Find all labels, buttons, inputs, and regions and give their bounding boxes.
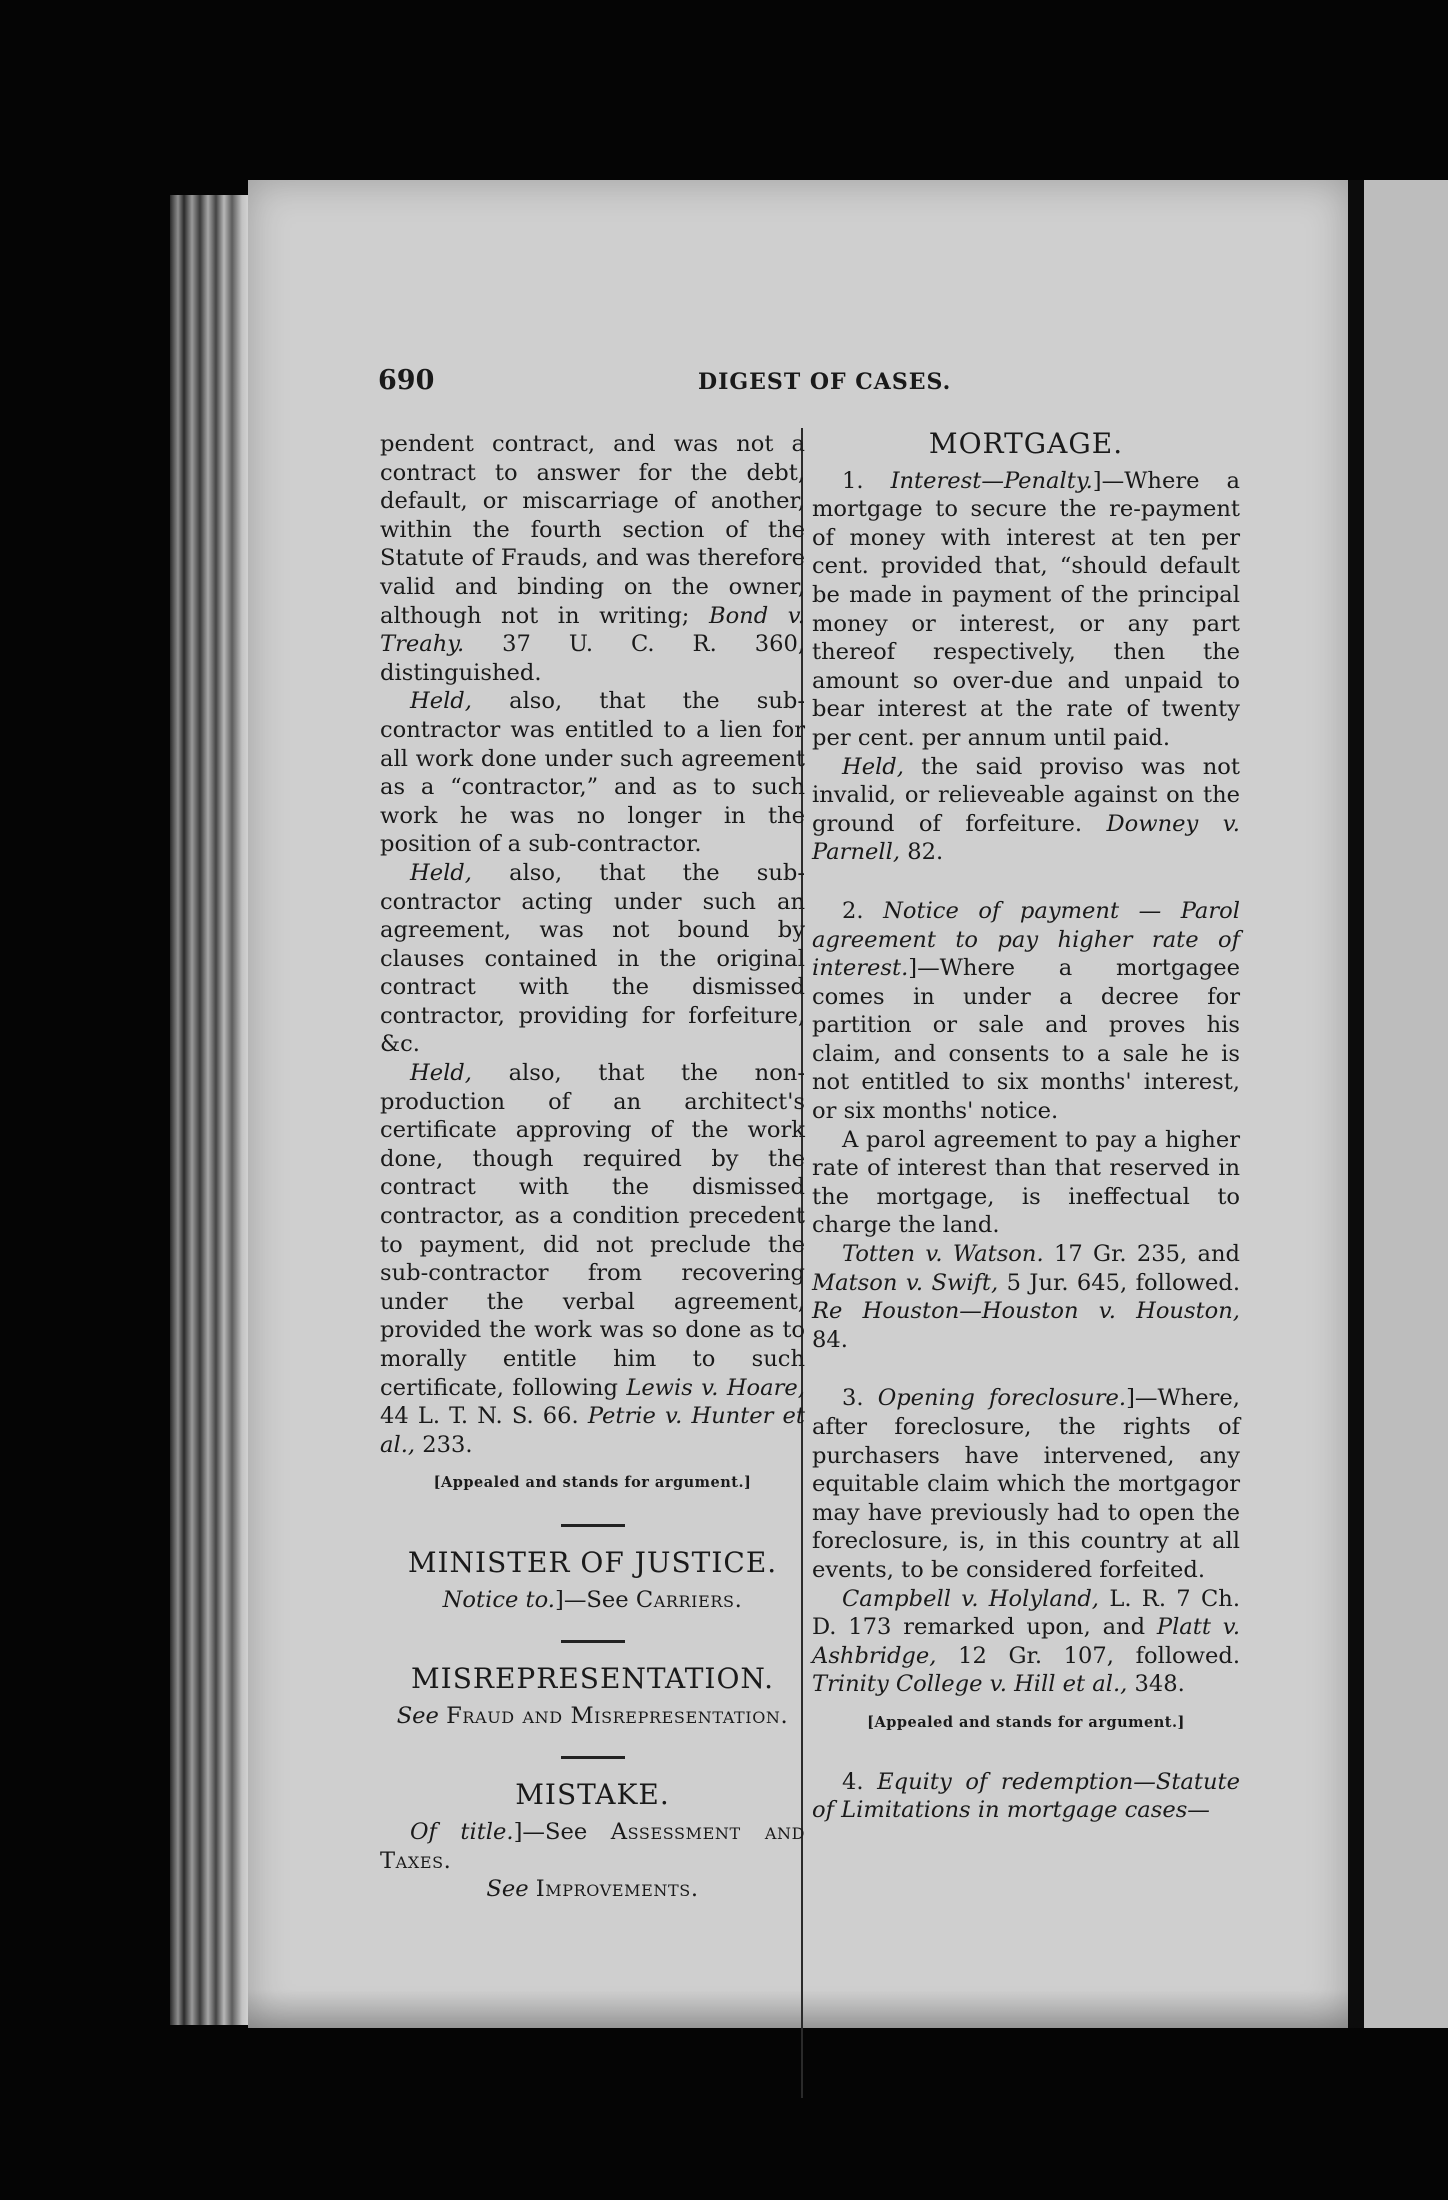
appeal-note: [Appealed and stands for argument.] [433, 1474, 752, 1492]
digest-entry-2 [812, 897, 1240, 1126]
digest-entry-3 [812, 1384, 1240, 1584]
left-column [380, 430, 805, 1904]
paragraph-text: pendent contract, and was not a contract to answer for the debt, default, or miscarriage of another, within the fourth section of the Statute of Frauds, and was therefore valid and binding on the owner, although not in writing; [380, 431, 805, 629]
paragraph-text: also, that the non-production of an architect's certificate approving of the work done, though required by the contract with the dismissed contractor, as a condition precedent to payment, did not preclude the sub-contractor from recovering under the verbal agreement, provided the work was so done as to morally entitle him to such certificate, following [380, 1060, 805, 1401]
reference-topic: Assessment and Taxes. [380, 1818, 805, 1874]
held-label: Held, [410, 688, 472, 715]
entry-number: 1. [842, 467, 864, 494]
citation-reference: 17 Gr. 235, and [1053, 1241, 1241, 1268]
citation-reference: 44 L. T. N. S. 66. [380, 1403, 579, 1430]
cross-reference [380, 1875, 805, 1904]
reference-topic: Fraud and Misrepresentation. [446, 1702, 789, 1729]
case-citation: Petrie v. Hunter et al., [380, 1403, 806, 1458]
facing-page-edge [1364, 180, 1448, 2028]
citations [812, 1240, 1240, 1354]
entry-number: 4. [842, 1768, 864, 1795]
see-label: See [396, 1702, 439, 1729]
right-column [812, 427, 1241, 1825]
page-stack-edge [170, 195, 250, 2025]
case-citation: Campbell v. Holyland, [842, 1585, 1099, 1612]
paragraph: A parol agreement to pay a higher rate of interest than that reserved in the mortgage, is ineffectual to charge the land. [812, 1126, 1240, 1239]
page-number: 690 [378, 365, 435, 396]
cross-reference [380, 1702, 805, 1731]
entry-gap [812, 1354, 1240, 1384]
citation-reference: 12 Gr. 107, followed. [958, 1642, 1241, 1669]
held-paragraph [380, 1059, 805, 1459]
entry-title: Equity of redemption—Statute of Limitations in mortgage cases— [812, 1768, 1240, 1824]
citation-reference: L. R. 7 Ch. D. 173 remarked upon, and [812, 1585, 1240, 1641]
digest-entry-1 [812, 467, 1240, 753]
case-citation: Totten v. Watson. [842, 1241, 1044, 1268]
digest-entry-4 [812, 1768, 1240, 1825]
paragraph-text: ]—Where, after foreclosure, the rights of purchasers have intervened, any equitable claim which the mortgagor may have previously had to open the foreclosure, is, in this country at all events, to be considered forfeited. [812, 1385, 1240, 1583]
entry-gap [812, 1738, 1240, 1768]
reference-topic: Improvements. [535, 1876, 699, 1903]
page-gutter-shadow [1348, 180, 1364, 2028]
running-head: DIGEST OF CASES. [698, 369, 952, 395]
citation-reference: 233. [422, 1431, 473, 1458]
held-label: Held, [410, 859, 472, 886]
paragraph-text: also, that the sub-contractor was entitled to a lien for all work done under such agreement as a “contractor,” and as to such work he was no longer in the position of a sub-contractor. [380, 688, 805, 858]
section-rule [561, 1524, 625, 1527]
citations [812, 1585, 1240, 1699]
paragraph-text: the said proviso was not invalid, or relieveable against on the ground of forfeiture. [812, 753, 1240, 837]
case-citation: Downey v. Parnell, [812, 810, 1240, 866]
held-label: Held, [410, 1060, 472, 1087]
entry-number: 3. [842, 1385, 864, 1412]
cross-reference [380, 1818, 805, 1875]
appeal-note: [Appealed and stands for argument.] [867, 1713, 1185, 1731]
heading-mistake: MISTAKE. [515, 1778, 670, 1812]
entry-title: Opening foreclosure. [877, 1385, 1127, 1412]
reference-topic: Carriers. [635, 1586, 743, 1613]
section-rule [561, 1640, 625, 1643]
citation-reference: 84. [812, 1326, 848, 1353]
case-citation: Bond v. Treahy. [380, 602, 805, 658]
paragraph-continuation [380, 430, 805, 687]
section-rule [561, 1756, 625, 1759]
case-citation: Matson v. Swift, [812, 1269, 999, 1296]
topic-label: Notice to. [442, 1586, 555, 1613]
citation-reference: 348. [1134, 1671, 1185, 1698]
case-citation: Re Houston—Houston v. Houston, [812, 1298, 1240, 1325]
held-paragraph [380, 859, 805, 1059]
paragraph-text: ]—Where a mortgagee comes in under a decree for partition or sale and proves his claim, and consents to a sale he is not entitled to six months' interest, or six months' notice. [812, 955, 1240, 1125]
topic-label: Of title. [410, 1818, 514, 1845]
heading-mortgage: MORTGAGE. [928, 427, 1124, 460]
case-citation: Lewis v. Hoare, [626, 1374, 805, 1401]
cross-reference [380, 1586, 805, 1615]
see-label: ]—See [555, 1586, 629, 1613]
heading-misrepresentation: MISREPRESENTATION. [410, 1662, 775, 1696]
see-label: See [486, 1876, 529, 1903]
see-label: ]—See [513, 1818, 588, 1845]
entry-title: Interest—Penalty. [890, 467, 1093, 494]
paragraph-text: also, that the sub-contractor acting under such an agreement, was not bound by clauses contained in the original contract with the dismissed contractor, providing for forfeiture, &c. [380, 859, 805, 1058]
citation-reference: 82. [907, 839, 944, 866]
entry-gap [812, 867, 1240, 897]
case-citation: Trinity College v. Hill et al., [812, 1671, 1128, 1698]
entry-number: 2. [842, 897, 864, 924]
page-header [378, 365, 1258, 405]
heading-minister-of-justice: MINISTER OF JUSTICE. [407, 1545, 778, 1579]
held-label: Held, [842, 753, 904, 780]
paragraph-text: ]—Where a mortgage to secure the re-payment of money with interest at ten per cent. provided that, “should default be made in payment of the principal money or interest, or any part thereof respectively, then the amount so over-due and unpaid to bear interest at the rate of twenty per cent. per annum until paid. [812, 467, 1240, 751]
citation-reference: 5 Jur. 645, followed. [1006, 1269, 1240, 1296]
held-paragraph [380, 687, 805, 859]
entry-title: Notice of payment — Parol agreement to pay higher rate of interest. [812, 897, 1240, 982]
held-paragraph [812, 753, 1240, 867]
case-citation: Platt v. Ashbridge, [812, 1614, 1240, 1669]
page-bottom-shade [248, 1990, 1348, 2028]
citation-reference: 37 U. C. R. 360, distinguished. [380, 631, 805, 686]
